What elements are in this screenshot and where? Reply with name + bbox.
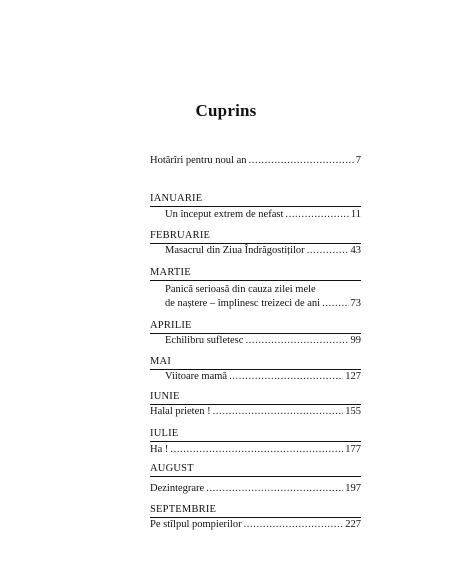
month-heading-iulie: IULIE xyxy=(150,428,179,439)
month-heading-ianuarie: IANUARIE xyxy=(150,193,203,204)
toc-entry-label: Viitoare mamă xyxy=(165,371,228,382)
dot-leader xyxy=(229,371,343,383)
toc-entry-page: 155 xyxy=(345,406,361,417)
dot-leader xyxy=(244,519,344,531)
toc-entry-label: Dezintegrare xyxy=(150,483,205,494)
toc-entry-label: Ha ! xyxy=(150,444,169,455)
toc-entry-label: Un început extrem de nefast xyxy=(165,209,284,220)
month-heading-aprilie: APRILIE xyxy=(150,320,192,331)
toc-entry xyxy=(150,442,361,456)
toc-entry-label: Masacrul din Ziua Îndrăgostiților xyxy=(165,245,305,256)
toc-entry-label: Pe stîlpul pompierilor xyxy=(150,519,242,530)
dot-leader xyxy=(245,335,348,347)
dot-leader xyxy=(322,298,348,310)
month-heading-martie: MARTIE xyxy=(150,267,191,278)
toc-entry-intro xyxy=(150,153,361,167)
month-heading-august: AUGUST xyxy=(150,463,194,474)
toc-entry-page: 99 xyxy=(350,335,361,346)
month-heading-februarie: FEBRUARIE xyxy=(150,230,211,241)
section-divider xyxy=(150,280,361,281)
toc-entry-label-line2: de naștere – împlinesc treizeci de ani xyxy=(165,298,321,309)
dot-leader xyxy=(206,483,343,495)
month-heading-septembrie: SEPTEMBRIE xyxy=(150,504,217,515)
dot-leader xyxy=(307,245,349,257)
toc-entry-label: Halal prieten ! xyxy=(150,406,211,417)
toc-entry-label: Hotărîri pentru noul an xyxy=(150,155,247,166)
toc-entry-page: 73 xyxy=(350,298,361,309)
toc-entry xyxy=(165,333,361,347)
toc-entry xyxy=(150,404,361,418)
dot-leader xyxy=(213,406,344,418)
toc-entry-page: 11 xyxy=(350,209,361,220)
toc-entry xyxy=(150,517,361,531)
dot-leader xyxy=(285,209,349,221)
section-divider xyxy=(150,476,361,477)
toc-entry-page: 177 xyxy=(345,444,361,455)
toc-entry xyxy=(165,369,361,383)
page-title: Cuprins xyxy=(195,101,257,120)
toc-entry-page: 227 xyxy=(345,519,361,530)
toc-entry-page: 197 xyxy=(345,483,361,494)
toc-entry-label-line1: Panică serioasă din cauza zilei mele xyxy=(165,284,316,295)
month-heading-iunie: IUNIE xyxy=(150,391,180,402)
dot-leader xyxy=(170,444,343,456)
toc-entry xyxy=(165,207,361,221)
toc-entry-label: Echilibru sufletesc xyxy=(165,335,244,346)
toc-entry xyxy=(165,243,361,257)
toc-entry-page: 127 xyxy=(345,371,361,382)
toc-entry xyxy=(150,481,361,495)
toc-entry-page: 43 xyxy=(350,245,361,256)
toc-entry-page: 7 xyxy=(355,155,361,166)
toc-entry xyxy=(165,296,361,310)
dot-leader xyxy=(249,155,354,167)
month-heading-mai: MAI xyxy=(150,356,172,367)
